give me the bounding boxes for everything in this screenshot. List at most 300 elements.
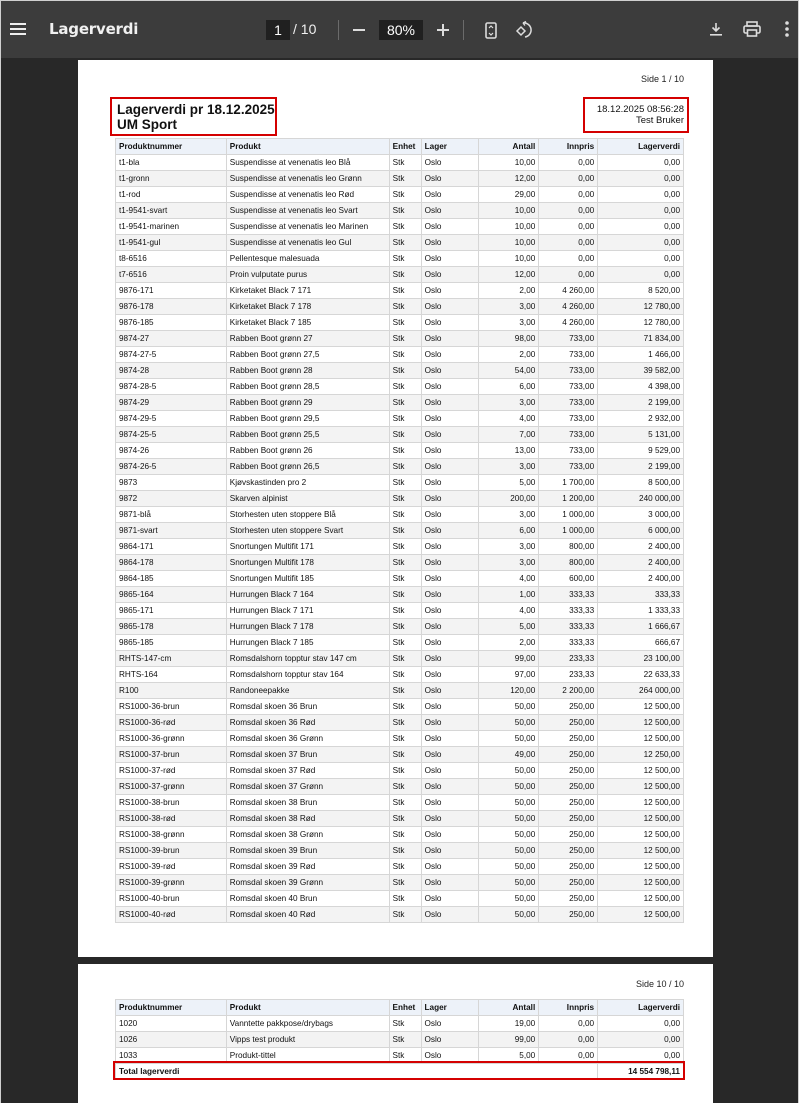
cell-produktnummer: RS1000-37-grønn [116, 779, 227, 795]
menu-icon [10, 22, 26, 36]
cell-produktnummer: 9864-178 [116, 555, 227, 571]
cell-produkt: Snortungen Multifit 178 [226, 555, 389, 571]
page-number-input[interactable]: 1 [266, 20, 290, 40]
cell-produktnummer: RS1000-37-brun [116, 747, 227, 763]
cell-lagerverdi: 2 400,00 [598, 571, 684, 587]
cell-produktnummer: t1-9541-gul [116, 235, 227, 251]
cell-produktnummer: 1026 [116, 1032, 227, 1048]
cell-lager: Oslo [421, 651, 479, 667]
cell-enhet: Stk [389, 155, 421, 171]
cell-antall: 10,00 [479, 155, 539, 171]
cell-lagerverdi: 0,00 [598, 1048, 684, 1064]
cell-lagerverdi: 12 500,00 [598, 811, 684, 827]
col-header-enhet: Enhet [389, 139, 421, 155]
cell-innpris: 733,00 [539, 379, 598, 395]
cell-antall: 97,00 [479, 667, 539, 683]
cell-lager: Oslo [421, 299, 479, 315]
table-row [116, 667, 684, 683]
table-row [116, 827, 684, 843]
cell-enhet: Stk [389, 891, 421, 907]
cell-lagerverdi: 39 582,00 [598, 363, 684, 379]
cell-lager: Oslo [421, 507, 479, 523]
cell-antall: 6,00 [479, 379, 539, 395]
cell-antall: 200,00 [479, 491, 539, 507]
cell-produktnummer: 9876-171 [116, 283, 227, 299]
col-header-lager: Lager [421, 139, 479, 155]
cell-produkt: Pellentesque malesuada [226, 251, 389, 267]
cell-enhet: Stk [389, 187, 421, 203]
table-row [116, 571, 684, 587]
table-row [116, 475, 684, 491]
cell-enhet: Stk [389, 299, 421, 315]
cell-innpris: 250,00 [539, 731, 598, 747]
col-header-produktnummer: Produktnummer [116, 139, 227, 155]
cell-produkt: Romsdal skoen 37 Rød [226, 763, 389, 779]
table-row [116, 779, 684, 795]
cell-lagerverdi: 333,33 [598, 587, 684, 603]
cell-antall: 2,00 [479, 347, 539, 363]
cell-enhet: Stk [389, 843, 421, 859]
cell-lagerverdi: 12 780,00 [598, 299, 684, 315]
cell-antall: 50,00 [479, 827, 539, 843]
cell-innpris: 733,00 [539, 443, 598, 459]
cell-enhet: Stk [389, 763, 421, 779]
table-row [116, 443, 684, 459]
cell-antall: 54,00 [479, 363, 539, 379]
cell-innpris: 733,00 [539, 427, 598, 443]
cell-lager: Oslo [421, 795, 479, 811]
cell-produkt: Romsdal skoen 40 Rød [226, 907, 389, 923]
cell-antall: 10,00 [479, 203, 539, 219]
page-indicator: Side 1 / 10 [640, 74, 684, 84]
cell-enhet: Stk [389, 315, 421, 331]
cell-enhet: Stk [389, 619, 421, 635]
table-row [116, 619, 684, 635]
cell-lagerverdi: 666,67 [598, 635, 684, 651]
cell-enhet: Stk [389, 747, 421, 763]
table-row [116, 843, 684, 859]
cell-innpris: 733,00 [539, 347, 598, 363]
cell-lagerverdi: 2 400,00 [598, 539, 684, 555]
cell-enhet: Stk [389, 715, 421, 731]
report-timestamp: 18.12.2025 08:56:28 [596, 104, 684, 115]
table-row [116, 459, 684, 475]
cell-produkt: Romsdal skoen 40 Brun [226, 891, 389, 907]
cell-enhet: Stk [389, 379, 421, 395]
cell-produktnummer: 9874-28-5 [116, 379, 227, 395]
cell-produkt: Rabben Boot grønn 25,5 [226, 427, 389, 443]
cell-produktnummer: t1-9541-marinen [116, 219, 227, 235]
cell-lagerverdi: 12 500,00 [598, 715, 684, 731]
table-row [116, 523, 684, 539]
cell-lager: Oslo [421, 203, 479, 219]
cell-lagerverdi: 2 400,00 [598, 555, 684, 571]
cell-antall: 3,00 [479, 299, 539, 315]
table-row [116, 427, 684, 443]
cell-lagerverdi: 12 780,00 [598, 315, 684, 331]
total-label: Total lagerverdi [116, 1064, 598, 1080]
cell-innpris: 2 200,00 [539, 683, 598, 699]
cell-produktnummer: t7-6516 [116, 267, 227, 283]
cell-enhet: Stk [389, 907, 421, 923]
cell-produkt: Rabben Boot grønn 28 [226, 363, 389, 379]
zoom-out-button[interactable] [348, 19, 370, 41]
cell-lager: Oslo [421, 283, 479, 299]
pdf-viewer-area[interactable] [1, 58, 798, 1103]
cell-enhet: Stk [389, 779, 421, 795]
cell-lager: Oslo [421, 251, 479, 267]
table-row [116, 715, 684, 731]
cell-enhet: Stk [389, 635, 421, 651]
cell-enhet: Stk [389, 651, 421, 667]
col-header-innpris: Innpris [539, 1000, 598, 1016]
cell-lagerverdi: 2 199,00 [598, 395, 684, 411]
cell-produktnummer: RS1000-36-brun [116, 699, 227, 715]
cell-innpris: 333,33 [539, 587, 598, 603]
table-row [116, 683, 684, 699]
cell-produktnummer: 9864-171 [116, 539, 227, 555]
cell-enhet: Stk [389, 811, 421, 827]
cell-produkt: Storhesten uten stoppere Blå [226, 507, 389, 523]
table-row [116, 251, 684, 267]
table-row [116, 603, 684, 619]
cell-lagerverdi: 23 100,00 [598, 651, 684, 667]
table-header-row [116, 139, 684, 155]
table-row [116, 539, 684, 555]
cell-produktnummer: 9874-27-5 [116, 347, 227, 363]
cell-lager: Oslo [421, 475, 479, 491]
cell-produktnummer: 9874-26-5 [116, 459, 227, 475]
cell-produktnummer: 9865-185 [116, 635, 227, 651]
cell-lagerverdi: 2 199,00 [598, 459, 684, 475]
cell-lager: Oslo [421, 443, 479, 459]
table-row [116, 1032, 684, 1048]
cell-enhet: Stk [389, 795, 421, 811]
cell-innpris: 250,00 [539, 715, 598, 731]
cell-innpris: 250,00 [539, 795, 598, 811]
cell-antall: 50,00 [479, 843, 539, 859]
table-row [116, 171, 684, 187]
cell-produktnummer: 9874-27 [116, 331, 227, 347]
cell-produktnummer: RS1000-39-brun [116, 843, 227, 859]
more-options-button[interactable] [780, 18, 794, 40]
cell-innpris: 733,00 [539, 331, 598, 347]
cell-antall: 10,00 [479, 219, 539, 235]
cell-enhet: Stk [389, 235, 421, 251]
table-row [116, 395, 684, 411]
cell-produkt: Vipps test produkt [226, 1032, 389, 1048]
rotate-button[interactable] [512, 18, 536, 42]
cell-enhet: Stk [389, 539, 421, 555]
cell-produktnummer: 9872 [116, 491, 227, 507]
cell-innpris: 0,00 [539, 251, 598, 267]
table-row [116, 219, 684, 235]
cell-produktnummer: RS1000-36-grønn [116, 731, 227, 747]
cell-antall: 98,00 [479, 331, 539, 347]
cell-innpris: 250,00 [539, 763, 598, 779]
cell-antall: 50,00 [479, 907, 539, 923]
cell-lagerverdi: 12 500,00 [598, 907, 684, 923]
cell-lager: Oslo [421, 699, 479, 715]
cell-produkt: Suspendisse at venenatis leo Svart [226, 203, 389, 219]
cell-innpris: 733,00 [539, 411, 598, 427]
cell-produkt: Romsdal skoen 39 Grønn [226, 875, 389, 891]
cell-antall: 5,00 [479, 1048, 539, 1064]
cell-lager: Oslo [421, 187, 479, 203]
cell-enhet: Stk [389, 475, 421, 491]
cell-produktnummer: t1-bla [116, 155, 227, 171]
cell-produkt: Kirketaket Black 7 171 [226, 283, 389, 299]
cell-lagerverdi: 3 000,00 [598, 507, 684, 523]
cell-antall: 50,00 [479, 779, 539, 795]
cell-produkt: Romsdal skoen 36 Grønn [226, 731, 389, 747]
cell-lagerverdi: 0,00 [598, 1032, 684, 1048]
cell-lagerverdi: 5 131,00 [598, 427, 684, 443]
cell-lagerverdi: 12 500,00 [598, 699, 684, 715]
cell-produktnummer: 9874-28 [116, 363, 227, 379]
table-row [116, 587, 684, 603]
cell-produkt: Romsdal skoen 38 Brun [226, 795, 389, 811]
table-row [116, 187, 684, 203]
cell-lager: Oslo [421, 811, 479, 827]
fit-page-button[interactable] [480, 19, 502, 41]
cell-enhet: Stk [389, 1032, 421, 1048]
cell-lagerverdi: 1 466,00 [598, 347, 684, 363]
cell-produktnummer: 1033 [116, 1048, 227, 1064]
cell-innpris: 250,00 [539, 891, 598, 907]
col-header-produktnummer: Produktnummer [116, 1000, 227, 1016]
download-icon [709, 22, 723, 36]
cell-produktnummer: 9876-185 [116, 315, 227, 331]
table-row [116, 795, 684, 811]
cell-antall: 3,00 [479, 315, 539, 331]
cell-produktnummer: 9874-29-5 [116, 411, 227, 427]
cell-produkt: Kirketaket Black 7 178 [226, 299, 389, 315]
report-meta-highlight [583, 97, 689, 133]
cell-lager: Oslo [421, 667, 479, 683]
cell-antall: 2,00 [479, 635, 539, 651]
cell-enhet: Stk [389, 731, 421, 747]
cell-produktnummer: 9874-29 [116, 395, 227, 411]
cell-lagerverdi: 12 250,00 [598, 747, 684, 763]
cell-enhet: Stk [389, 219, 421, 235]
cell-lager: Oslo [421, 267, 479, 283]
cell-produkt: Rabben Boot grønn 26,5 [226, 459, 389, 475]
cell-lager: Oslo [421, 763, 479, 779]
table-row [116, 891, 684, 907]
cell-antall: 50,00 [479, 763, 539, 779]
table-row [116, 331, 684, 347]
cell-lagerverdi: 0,00 [598, 155, 684, 171]
cell-innpris: 1 000,00 [539, 507, 598, 523]
table-row [116, 635, 684, 651]
cell-lagerverdi: 12 500,00 [598, 875, 684, 891]
cell-antall: 99,00 [479, 1032, 539, 1048]
table-body [116, 1016, 684, 1064]
table-row [116, 203, 684, 219]
cell-enhet: Stk [389, 363, 421, 379]
cell-innpris: 800,00 [539, 555, 598, 571]
cell-lagerverdi: 1 666,67 [598, 619, 684, 635]
cell-lagerverdi: 240 000,00 [598, 491, 684, 507]
cell-lagerverdi: 12 500,00 [598, 779, 684, 795]
cell-lagerverdi: 264 000,00 [598, 683, 684, 699]
cell-lager: Oslo [421, 603, 479, 619]
cell-lager: Oslo [421, 907, 479, 923]
table-row [116, 555, 684, 571]
col-header-lagerverdi: Lagerverdi [598, 1000, 684, 1016]
cell-antall: 50,00 [479, 811, 539, 827]
cell-enhet: Stk [389, 523, 421, 539]
cell-lagerverdi: 12 500,00 [598, 859, 684, 875]
cell-produkt: Romsdal skoen 38 Grønn [226, 827, 389, 843]
cell-enhet: Stk [389, 491, 421, 507]
cell-lager: Oslo [421, 363, 479, 379]
cell-antall: 19,00 [479, 1016, 539, 1032]
table-row [116, 651, 684, 667]
cell-produktnummer: 9864-185 [116, 571, 227, 587]
cell-antall: 2,00 [479, 283, 539, 299]
cell-enhet: Stk [389, 203, 421, 219]
cell-lager: Oslo [421, 715, 479, 731]
cell-lagerverdi: 6 000,00 [598, 523, 684, 539]
cell-produkt: Vanntette pakkpose/drybags [226, 1016, 389, 1032]
col-header-antall: Antall [479, 1000, 539, 1016]
cell-lager: Oslo [421, 555, 479, 571]
cell-antall: 4,00 [479, 571, 539, 587]
cell-lagerverdi: 0,00 [598, 251, 684, 267]
cell-enhet: Stk [389, 571, 421, 587]
cell-lager: Oslo [421, 331, 479, 347]
cell-lagerverdi: 12 500,00 [598, 795, 684, 811]
cell-lagerverdi: 0,00 [598, 219, 684, 235]
cell-produktnummer: t1-rod [116, 187, 227, 203]
cell-produktnummer: RS1000-36-rød [116, 715, 227, 731]
col-header-produkt: Produkt [226, 1000, 389, 1016]
cell-produktnummer: RS1000-38-grønn [116, 827, 227, 843]
cell-enhet: Stk [389, 555, 421, 571]
table-row [116, 155, 684, 171]
cell-enhet: Stk [389, 875, 421, 891]
cell-lager: Oslo [421, 1016, 479, 1032]
zoom-level-input[interactable]: 80% [379, 20, 423, 40]
cell-produkt: Romsdal skoen 37 Grønn [226, 779, 389, 795]
cell-innpris: 1 200,00 [539, 491, 598, 507]
cell-enhet: Stk [389, 603, 421, 619]
cell-produkt: Suspendisse at venenatis leo Rød [226, 187, 389, 203]
cell-lager: Oslo [421, 1048, 479, 1064]
cell-antall: 5,00 [479, 475, 539, 491]
cell-produktnummer: RS1000-37-rød [116, 763, 227, 779]
cell-innpris: 0,00 [539, 203, 598, 219]
cell-innpris: 0,00 [539, 1032, 598, 1048]
cell-lagerverdi: 12 500,00 [598, 843, 684, 859]
cell-produktnummer: R100 [116, 683, 227, 699]
cell-produktnummer: RS1000-39-rød [116, 859, 227, 875]
cell-lager: Oslo [421, 859, 479, 875]
cell-lager: Oslo [421, 827, 479, 843]
table-row [116, 411, 684, 427]
cell-lager: Oslo [421, 571, 479, 587]
cell-innpris: 0,00 [539, 155, 598, 171]
cell-antall: 6,00 [479, 523, 539, 539]
cell-innpris: 250,00 [539, 827, 598, 843]
document-title: Lagerverdi [49, 20, 139, 38]
cell-innpris: 800,00 [539, 539, 598, 555]
cell-produkt: Romsdal skoen 39 Brun [226, 843, 389, 859]
table-row [116, 907, 684, 923]
cell-enhet: Stk [389, 411, 421, 427]
cell-lager: Oslo [421, 587, 479, 603]
cell-produkt: Hurrungen Black 7 164 [226, 587, 389, 603]
cell-antall: 5,00 [479, 619, 539, 635]
page-indicator: Side 10 / 10 [635, 979, 684, 989]
cell-antall: 50,00 [479, 859, 539, 875]
cell-lager: Oslo [421, 315, 479, 331]
cell-lager: Oslo [421, 379, 479, 395]
cell-antall: 10,00 [479, 251, 539, 267]
table-header-row [116, 1000, 684, 1016]
cell-innpris: 733,00 [539, 363, 598, 379]
cell-innpris: 4 260,00 [539, 315, 598, 331]
cell-antall: 50,00 [479, 731, 539, 747]
cell-produkt: Suspendisse at venenatis leo Grønn [226, 171, 389, 187]
cell-lagerverdi: 0,00 [598, 203, 684, 219]
cell-enhet: Stk [389, 267, 421, 283]
cell-produkt: Snortungen Multifit 185 [226, 571, 389, 587]
table-row [116, 859, 684, 875]
cell-lager: Oslo [421, 747, 479, 763]
cell-innpris: 250,00 [539, 699, 598, 715]
print-icon [743, 21, 761, 37]
cell-produkt: Romsdalshorn topptur stav 147 cm [226, 651, 389, 667]
cell-produkt: Romsdal skoen 36 Rød [226, 715, 389, 731]
cell-lagerverdi: 8 500,00 [598, 475, 684, 491]
cell-produktnummer: 9871-svart [116, 523, 227, 539]
download-button[interactable] [705, 18, 727, 40]
cell-lagerverdi: 71 834,00 [598, 331, 684, 347]
cell-innpris: 250,00 [539, 907, 598, 923]
cell-antall: 49,00 [479, 747, 539, 763]
cell-produktnummer: 9876-178 [116, 299, 227, 315]
cell-produktnummer: 9871-blå [116, 507, 227, 523]
cell-lager: Oslo [421, 235, 479, 251]
cell-lagerverdi: 2 932,00 [598, 411, 684, 427]
cell-lager: Oslo [421, 347, 479, 363]
cell-lager: Oslo [421, 891, 479, 907]
cell-antall: 12,00 [479, 267, 539, 283]
cell-enhet: Stk [389, 859, 421, 875]
cell-innpris: 4 260,00 [539, 299, 598, 315]
cell-enhet: Stk [389, 459, 421, 475]
cell-lagerverdi: 0,00 [598, 171, 684, 187]
print-button[interactable] [741, 18, 763, 40]
cell-enhet: Stk [389, 283, 421, 299]
cell-lagerverdi: 12 500,00 [598, 891, 684, 907]
cell-produktnummer: RS1000-40-rød [116, 907, 227, 923]
menu-button[interactable] [7, 18, 29, 40]
cell-enhet: Stk [389, 1016, 421, 1032]
cell-innpris: 250,00 [539, 843, 598, 859]
zoom-in-button[interactable] [432, 19, 454, 41]
cell-produktnummer: 9865-178 [116, 619, 227, 635]
cell-innpris: 0,00 [539, 187, 598, 203]
cell-innpris: 250,00 [539, 747, 598, 763]
inventory-table [115, 999, 684, 1080]
cell-antall: 3,00 [479, 459, 539, 475]
cell-innpris: 333,33 [539, 619, 598, 635]
table-row [116, 235, 684, 251]
